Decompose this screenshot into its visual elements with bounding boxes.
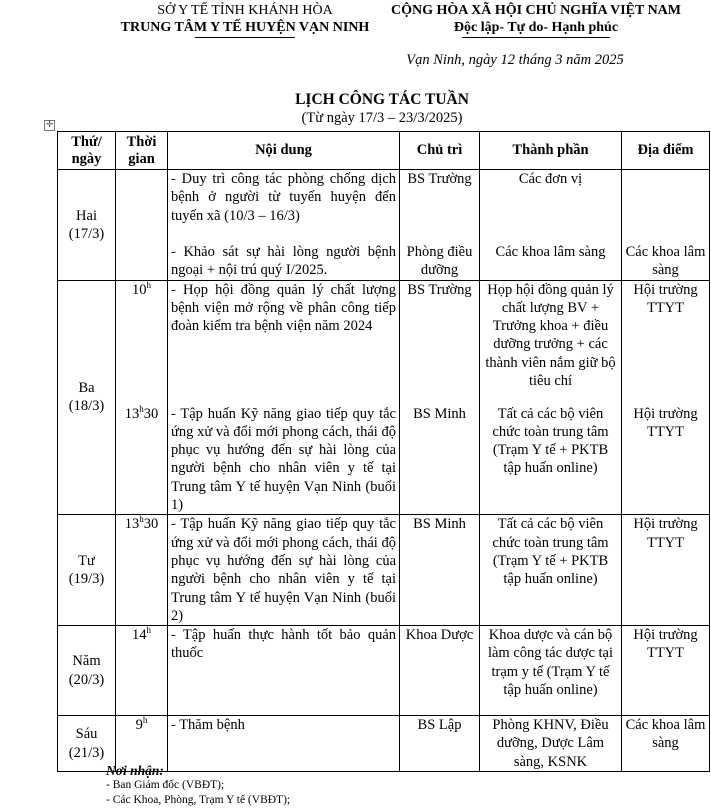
time-cell [116,170,168,281]
time-cell: 9$^h$ [116,716,168,772]
page-title: LỊCH CÔNG TÁC TUẦN [295,91,469,108]
table-row [58,515,710,626]
header-right [378,2,694,38]
composition-cell: Các đơn vị Các khoa lâm sàng [480,170,622,281]
day-cell: Hai (17/3) [58,170,116,281]
table-move-handle-icon[interactable]: ✛ [45,120,54,130]
host-cell: BS Lập [400,716,480,772]
recipients-block [106,763,506,808]
content-item: - Họp hội đồng quản lý chất lượng bệnh viện mở rộng về phân công tiếp đoàn kiểm tra bệnh viện năm 2024 [171,281,396,335]
day-cell: Tư (19/3) [58,515,116,626]
host-cell: BS Trường BS Minh [400,280,480,515]
host-cell: BS Trường Phòng điều dưỡng [400,170,480,281]
place-cell: Hội trường TTYT [622,515,710,626]
place-cell: Hội trường TTYT Hội trường TTYT [622,280,710,515]
content-item: - Khảo sát sự hài lòng người bệnh ngoại + nội trú quý I/2025. [171,244,396,279]
recipients-label: Nơi nhận: [106,763,164,778]
page-subtitle: (Từ ngày 17/3 – 23/3/2025) [301,110,463,126]
col-composition-header: Thành phần [480,132,622,170]
header-left [95,2,395,38]
content-item: - Tập huấn Kỹ năng giao tiếp quy tắc ứng xử và đổi mới phong cách, thái độ phục vụ hướng đến sự hài lòng của người bệnh cho nhân viên y tế tại Trung tâm Y tế huyện Vạn Ninh (buổi 1) [171,405,396,514]
content-cell: - Tập huấn Kỹ năng giao tiếp quy tắc ứng xử và đổi mới phong cách, thái độ phục vụ hướng đến sự hài lòng của người bệnh cho nhân viên y tế tại Trung tâm Y tế huyện Vạn Ninh (buổi 2) [168,515,400,626]
table-header-row [58,132,710,170]
time-cell: 14$^h$ [116,626,168,716]
national-title: CỘNG HÒA XÃ HỘI CHỦ NGHĨA VIỆT NAM [390,3,681,18]
recipient-line: - Ban Giám đốc (VBĐT); [106,779,225,791]
place-cell: Các khoa lâm sàng [622,716,710,772]
day-cell: Năm (20/3) [58,626,116,716]
place-cell: Hội trường TTYT [622,626,710,716]
time-cell: 10$^h$ 13$^h$30 [116,280,168,515]
content-cell [168,280,400,515]
center-name: TRUNG TÂM Y TẾ HUYỆN VẠN NINH [120,20,370,35]
place-cell: Các khoa lâm sàng [622,170,710,281]
content-cell [168,170,400,281]
national-motto: Độc lập- Tự do- Hạnh phúc [453,20,619,35]
schedule-table [57,131,710,772]
dateline: Vạn Ninh, ngày 12 tháng 3 năm 2025 [406,52,624,68]
content-item: - Duy trì công tác phòng chống dịch bệnh ở người từ tuyến huyện đến tuyến xã (10/3 – 16/3) [171,171,396,224]
host-cell: BS Minh [400,515,480,626]
table-row [58,170,710,281]
table-row [58,280,710,515]
day-cell: Sáu (21/3) [58,716,116,772]
left-header-underline [195,37,295,38]
right-header-underline [462,37,610,38]
composition-cell: Họp hội đồng quản lý chất lượng BV + Trưởng khoa + điều dưỡng trưởng + các thành viên nắm giữ bộ tiêu chí Tất cả các bộ viên chức toàn trung tâm (Trạm Y tế + PKTB tập huấn online) [480,280,622,515]
day-cell: Ba (18/3) [58,280,116,515]
composition-cell: Phòng KHNV, Điều dưỡng, Dược Lâm sàng, KSNK [480,716,622,772]
department-name: SỞ Y TẾ TỈNH KHÁNH HÒA [157,3,333,18]
composition-cell: Tất cả các bộ viên chức toàn trung tâm (Trạm Y tế + PKTB tập huấn online) [480,515,622,626]
col-time-header: Thời gian [116,132,168,170]
composition-cell: Khoa dược và cán bộ làm công tác dược tại trạm y tế (Trạm Y tế tập huấn online) [480,626,622,716]
table-row [58,626,710,716]
col-host-header: Chủ trì [400,132,480,170]
content-cell: - Tập huấn thực hành tốt bảo quản thuốc [168,626,400,716]
col-content-header: Nội dung [168,132,400,170]
content-cell: - Thăm bệnh [168,716,400,772]
time-cell: 13$^h$30 [116,515,168,626]
col-place-header: Địa điểm [622,132,710,170]
col-day-header: Thứ/ ngày [58,132,116,170]
recipient-line: - Các Khoa, Phòng, Trạm Y tế (VBĐT); [106,794,291,806]
host-cell: Khoa Dược [400,626,480,716]
